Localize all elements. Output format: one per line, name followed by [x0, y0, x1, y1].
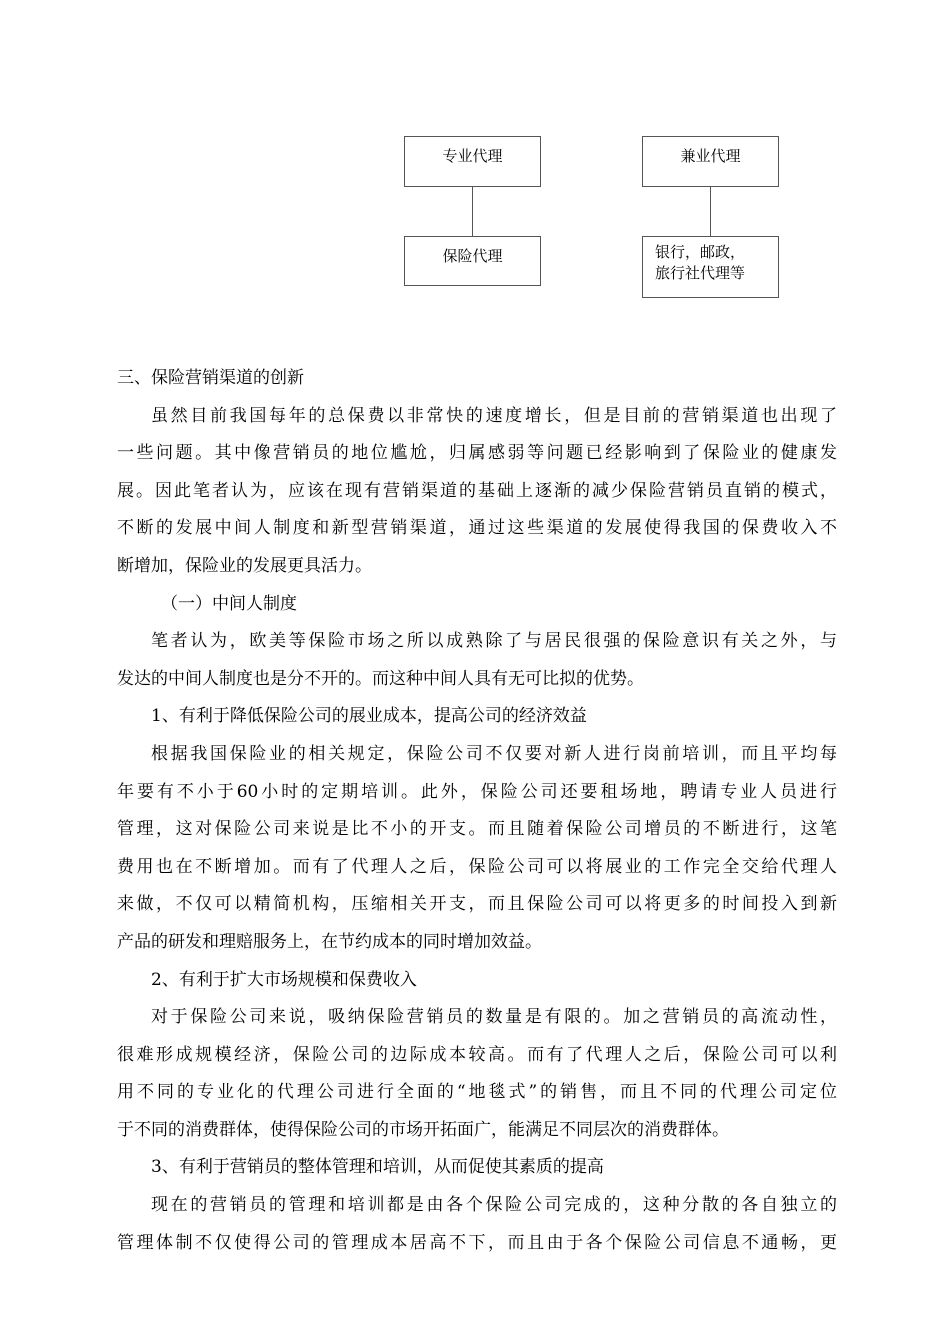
paragraph-line: 发达的中间人制度也是分不开的。而这种中间人具有无可比拟的优势。	[117, 668, 644, 689]
paragraph-line: 一些问题。其中像营销员的地位尴尬，归属感弱等问题已经影响到了保险业的健康发	[117, 443, 837, 464]
document-body	[117, 360, 837, 1262]
connector-line-right	[710, 187, 711, 236]
bank-post-label-line2: 旅行社代理等	[655, 264, 746, 282]
paragraph-line: 年要有不小于60小时的定期培训。此外，保险公司还要租场地，聘请专业人员进行	[117, 781, 837, 802]
insurance-agent-box	[404, 236, 541, 286]
point-title: 2、有利于扩大市场规模和保费收入	[151, 969, 417, 990]
paragraph-line: 对于保险公司来说，吸纳保险营销员的数量是有限的。加之营销员的高流动性，	[151, 1007, 837, 1028]
paragraph-line: 产品的研发和理赔服务上，在节约成本的同时增加效益。	[117, 931, 542, 952]
paragraph-line: 现在的营销员的管理和培训都是由各个保险公司完成的，这种分散的各自独立的	[151, 1195, 837, 1216]
paragraph-line: 根据我国保险业的相关规定，保险公司不仅要对新人进行岗前培训，而且平均每	[151, 743, 837, 764]
paragraph-line: 用不同的专业化的代理公司进行全面的“地毯式”的销售，而且不同的代理公司定位	[117, 1082, 837, 1103]
paragraph-line: 展。因此笔者认为，应该在现有营销渠道的基础上逐渐的减少保险营销员直销的模式，	[117, 480, 837, 501]
part-time-agent-label: 兼业代理	[680, 147, 741, 165]
insurance-agent-label: 保险代理	[442, 247, 503, 265]
paragraph-line: 管理，这对保险公司来说是比不小的开支。而且随着保险公司增员的不断进行，这笔	[117, 819, 837, 840]
paragraph-line: 虽然目前我国每年的总保费以非常快的速度增长，但是目前的营销渠道也出现了	[151, 405, 837, 426]
connector-line-left	[472, 187, 473, 236]
paragraph-line: 于不同的消费群体，使得保险公司的市场开拓面广，能满足不同层次的消费群体。	[117, 1119, 729, 1140]
paragraph-line: 笔者认为，欧美等保险市场之所以成熟除了与居民很强的保险意识有关之外，与	[151, 631, 837, 652]
part-time-agent-box	[642, 136, 779, 187]
professional-agent-label: 专业代理	[442, 147, 503, 165]
paragraph-line: 很难形成规模经济，保险公司的边际成本较高。而有了代理人之后，保险公司可以利	[117, 1044, 837, 1065]
bank-post-label-line1: 银行，邮政，	[655, 243, 746, 261]
point-title: 1、有利于降低保险公司的展业成本，提高公司的经济效益	[151, 706, 587, 727]
paragraph-line: 来做，不仅可以精简机构，压缩相关开支，而且保险公司可以将更多的时间投入到新	[117, 894, 837, 915]
bank-post-agent-box	[642, 236, 779, 298]
paragraph-line: 断增加，保险业的发展更具活力。	[117, 555, 372, 576]
section-title: 三、保险营销渠道的创新	[117, 368, 304, 388]
subsection-title: （一）中间人制度	[161, 593, 297, 614]
paragraph-line: 费用也在不断增加。而有了代理人之后，保险公司可以将展业的工作完全交给代理人	[117, 856, 837, 877]
point-title: 3、有利于营销员的整体管理和培训，从而促使其素质的提高	[151, 1157, 604, 1178]
paragraph-line: 不断的发展中间人制度和新型营销渠道，通过这些渠道的发展使得我国的保费收入不	[117, 518, 837, 539]
paragraph-line: 管理体制不仅使得公司的管理成本居高不下，而且由于各个保险公司信息不通畅，更	[117, 1232, 837, 1253]
professional-agent-box	[404, 136, 541, 187]
